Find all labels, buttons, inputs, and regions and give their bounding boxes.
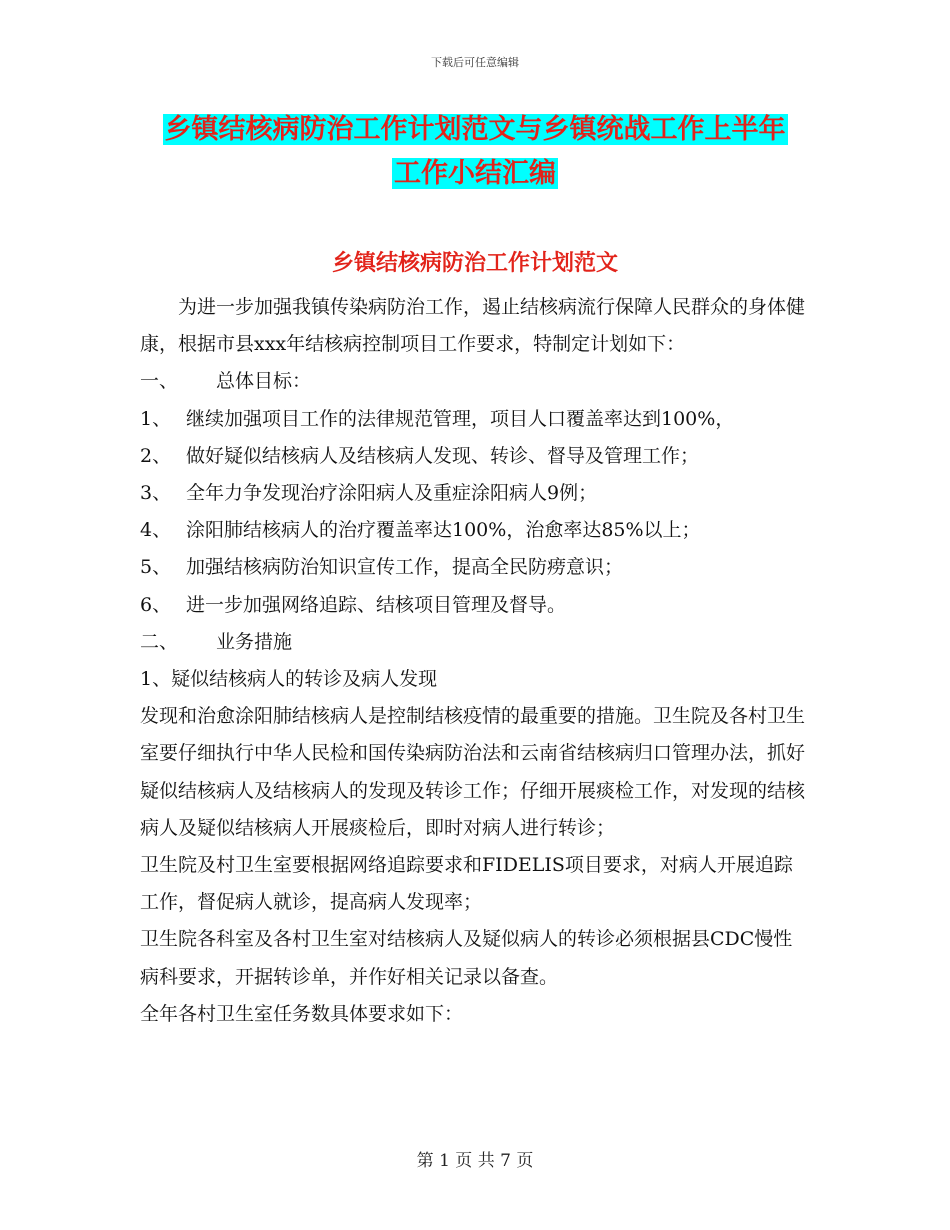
goal-text: 做好疑似结核病人及结核病人发现、转诊、督导及管理工作； <box>186 444 700 467</box>
goal-text: 涂阳肺结核病人的治疗覆盖率达100%，治愈率达85%以上； <box>186 519 701 542</box>
goal-text: 进一步加强网络追踪、结核项目管理及督导。 <box>186 593 567 616</box>
intro-paragraph: 为进一步加强我镇传染病防治工作，遏止结核病流行保障人民群众的身体健康，根据市县xxx年结核病控制项目工作要求，特制定计划如下： <box>140 296 806 356</box>
goal-item <box>140 549 810 586</box>
goal-item <box>140 401 810 438</box>
goal-text: 加强结核病防治知识宣传工作，提高全民防痨意识； <box>186 556 624 579</box>
goal-item <box>140 587 810 624</box>
part-1-label: 总体目标： <box>216 370 312 393</box>
goal-text: 继续加强项目工作的法律规范管理，项目人口覆盖率达到100%， <box>186 407 735 430</box>
document-body <box>140 289 810 1033</box>
part-2-number: 二、 <box>140 630 179 653</box>
goal-number: 5、 <box>140 556 172 579</box>
title-highlight-1: 乡镇结核病防治工作计划范文与乡镇统战工作上半年 <box>164 114 786 145</box>
goal-number: 6、 <box>140 593 172 616</box>
goal-number: 1、 <box>140 407 172 430</box>
title-highlight-2: 工作小结汇编 <box>394 158 556 189</box>
goal-number: 2、 <box>140 444 172 467</box>
document-title-line-1 <box>0 112 950 148</box>
section-title: 乡镇结核病防治工作计划范文 <box>331 251 618 276</box>
part-2-label: 业务措施 <box>216 630 293 653</box>
goal-text: 全年力争发现治疗涂阳病人及重症涂阳病人9例； <box>186 482 598 505</box>
subheading: 1、疑似结核病人的转诊及病人发现 <box>140 668 438 691</box>
goal-number: 4、 <box>140 519 172 542</box>
part-2-heading <box>140 624 810 661</box>
goal-item <box>140 475 810 512</box>
body-paragraph: 卫生院及村卫生室要根据网络追踪要求和FIDELIS项目要求，对病人开展追踪工作，督促病人就诊，提高病人发现率； <box>140 854 793 914</box>
goal-item <box>140 438 810 475</box>
goal-item <box>140 512 810 549</box>
body-paragraph: 卫生院各科室及各村卫生室对结核病人及疑似病人的转诊必须根据县CDC慢性病科要求，开据转诊单，并作好相关记录以备查。 <box>140 928 793 988</box>
part-1-number: 一、 <box>140 370 179 393</box>
document-title-line-2 <box>0 156 950 192</box>
body-paragraph: 发现和治愈涂阳肺结核病人是控制结核疫情的最重要的措施。卫生院及各村卫生室要仔细执行中华人民检和国传染病防治法和云南省结核病归口管理办法，抓好疑似结核病人及结核病人的发现及转诊工作；仔细开展痰检工作，对发现的结核病人及疑似结核病人开展痰检后，即时对病人进行转诊； <box>140 705 806 839</box>
page-header-note: 下载后可任意编辑 <box>431 56 519 69</box>
page-footer: 第 1 页 共 7 页 <box>416 1151 534 1171</box>
part-1-heading <box>140 363 810 400</box>
goal-number: 3、 <box>140 482 172 505</box>
body-paragraph: 全年各村卫生室任务数具体要求如下： <box>140 1002 464 1025</box>
